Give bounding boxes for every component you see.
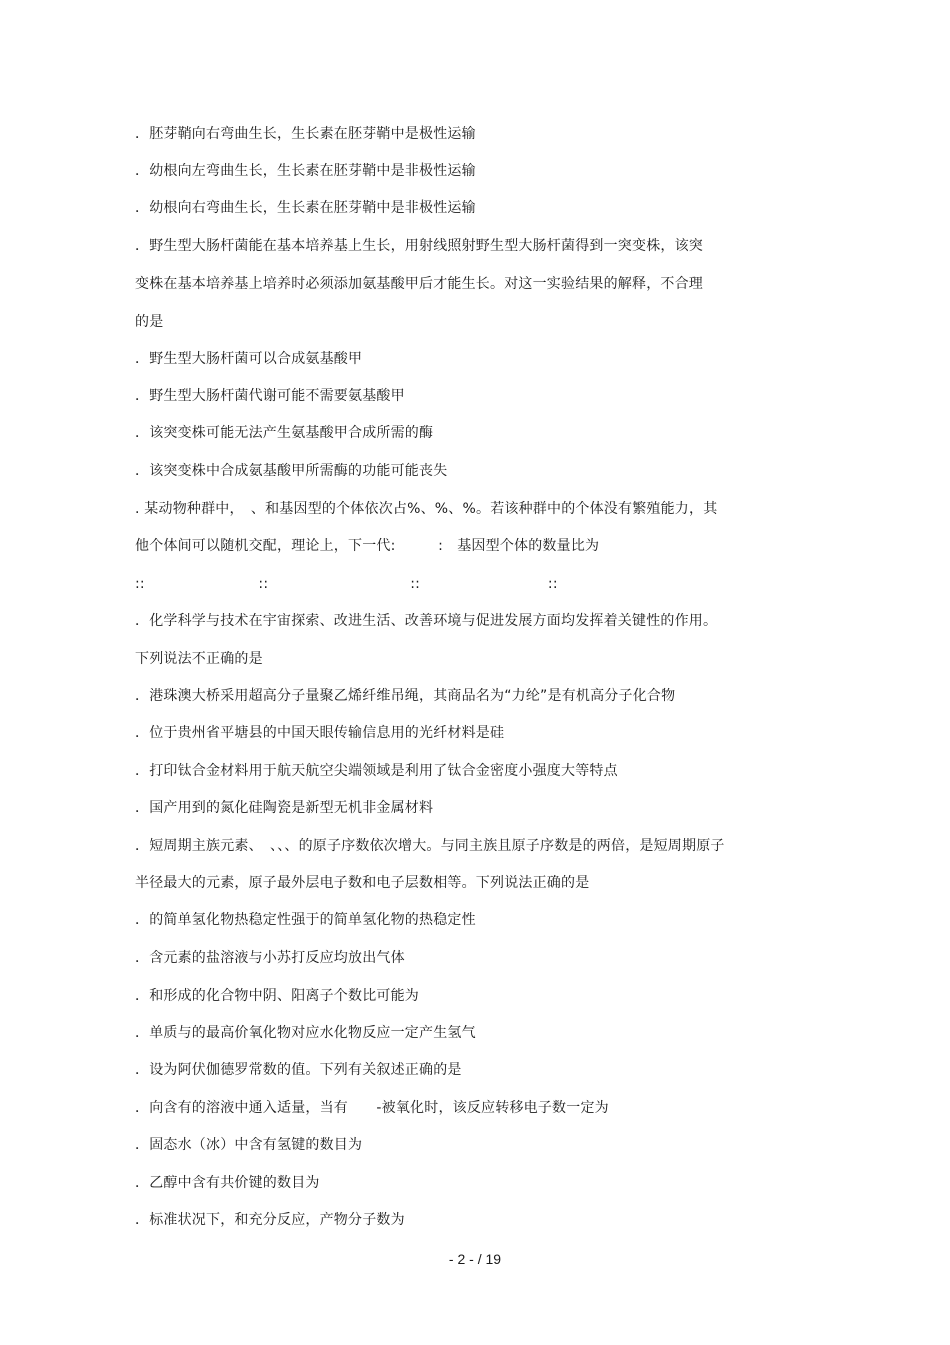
text-line: ．设为阿伏伽德罗常数的值。下列有关叙述正确的是 <box>135 1062 462 1078</box>
text-line: ．含元素的盐溶液与小苏打反应均放出气体 <box>135 950 405 966</box>
text-line: ．和形成的化合物中阴、阳离子个数比可能为 <box>135 988 419 1004</box>
text-line: ．固态水（冰）中含有氢键的数目为 <box>135 1137 363 1153</box>
page-number: - 2 - / 19 <box>448 1251 502 1267</box>
text-line: ．野生型大肠杆菌能在基本培养基上生长，用射线照射野生型大肠杆菌得到一突变株，该突 <box>135 238 703 254</box>
text-line: 的是 <box>135 314 164 330</box>
text-line: 他个体间可以随机交配，理论上，下一代: : 基因型个体的数量比为 <box>135 538 600 554</box>
text-line: ．该突变株可能无法产生氨基酸甲合成所需的酶 <box>135 425 434 441</box>
text-line: ．港珠澳大桥采用超高分子量聚乙烯纤维吊绳，其商品名为“力纶”是有机高分子化合物 <box>135 688 676 704</box>
text-line: ．位于贵州省平塘县的中国天眼传输信息用的光纤材料是硅 <box>135 725 505 741</box>
text-line: ．胚芽鞘向右弯曲生长，生长素在胚芽鞘中是极性运输 <box>135 126 476 142</box>
text-line: 变株在基本培养基上培养时必须添加氨基酸甲后才能生长。对这一实验结果的解释，不合理 <box>135 276 703 292</box>
text-line: ．该突变株中合成氨基酸甲所需酶的功能可能丧失 <box>135 463 448 479</box>
text-line: ．单质与的最高价氧化物对应水化物反应一定产生氢气 <box>135 1025 476 1041</box>
text-line: ．国产用到的氮化硅陶瓷是新型无机非金属材料 <box>135 800 434 816</box>
text-line: . 某动物种群中， 、和基因型的个体依次占%、%、%。若该种群中的个体没有繁殖能力，其 <box>135 501 718 517</box>
text-line: ．幼根向左弯曲生长，生长素在胚芽鞘中是非极性运输 <box>135 163 476 179</box>
text-line: ．向含有的溶液中通入适量，当有 -被氧化时，该反应转移电子数一定为 <box>135 1100 609 1116</box>
text-line: ．标准状况下，和充分反应，产物分子数为 <box>135 1212 405 1228</box>
text-line: ．幼根向右弯曲生长，生长素在胚芽鞘中是非极性运输 <box>135 200 476 216</box>
text-line: ．野生型大肠杆菌代谢可能不需要氨基酸甲 <box>135 388 405 404</box>
text-line: ．打印钛合金材料用于航天航空尖端领域是利用了钛合金密度小强度大等特点 <box>135 763 618 779</box>
text-line: ．野生型大肠杆菌可以合成氨基酸甲 <box>135 351 363 367</box>
text-line: 下列说法不正确的是 <box>135 651 263 667</box>
text-line: ．的简单氢化物热稳定性强于的简单氢化物的热稳定性 <box>135 912 476 928</box>
text-line: :: :: :: :: <box>135 576 558 592</box>
text-line: 半径最大的元素，原子最外层电子数和电子层数相等。下列说法正确的是 <box>135 875 590 891</box>
text-line: ．乙醇中含有共价键的数目为 <box>135 1175 320 1191</box>
text-line: ．化学科学与技术在宇宙探索、改进生活、改善环境与促进发展方面均发挥着关键性的作用。 <box>135 613 718 629</box>
text-line: ．短周期主族元素、 、、、的原子序数依次增大。与同主族且原子序数是的两倍，是短周期原子 <box>135 838 725 854</box>
